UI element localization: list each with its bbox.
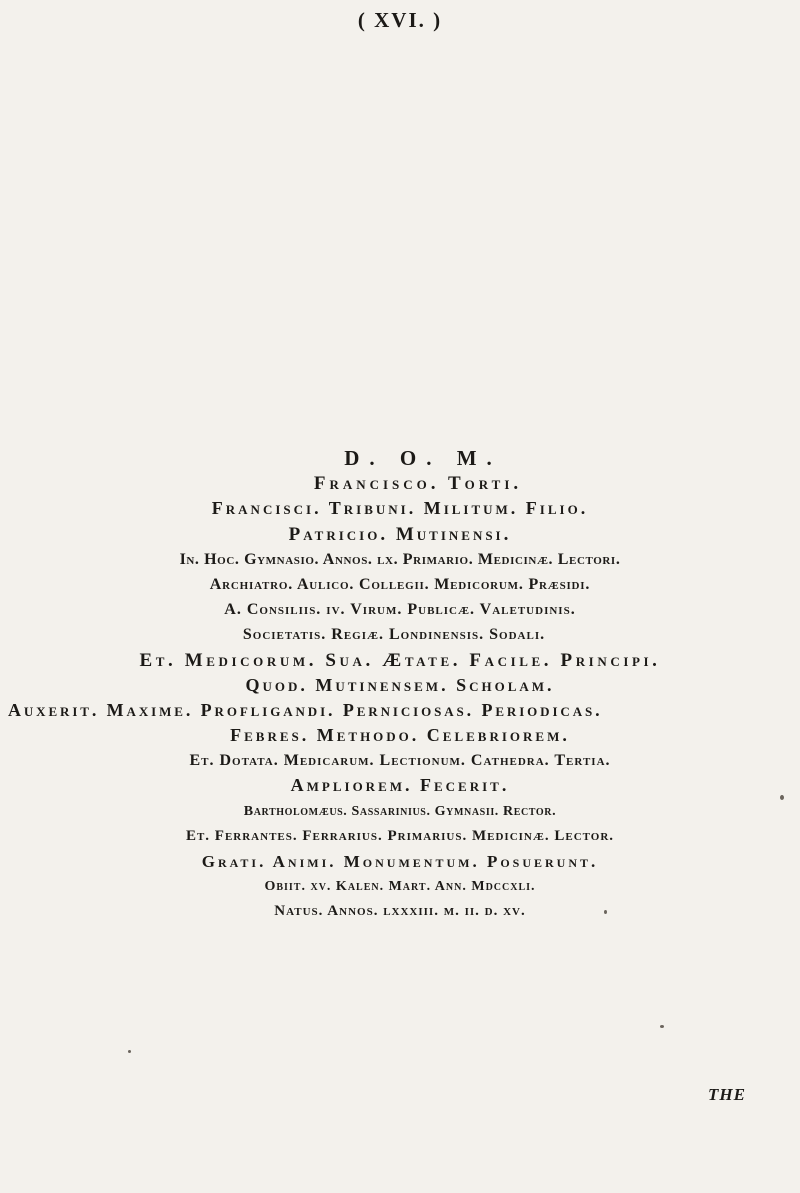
catchword: THE [708, 1085, 746, 1104]
inscription-line: D. O. M. [344, 446, 502, 470]
inscription-line: Patricio. Mutinensi. [288, 523, 512, 545]
inscription-line: Et. Ferrantes. Ferrarius. Primarius. Medicinæ. Lector. [185, 827, 615, 844]
inscription-line: Archiatro. Aulico. Collegii. Medicorum. Præsidi. [209, 575, 591, 593]
inscription-line: Quod. Mutinensem. Scholam. [245, 674, 555, 695]
paper-speck [780, 795, 784, 800]
inscription-line: Natus. Annos. lxxxiii. m. ii. d. xv. [274, 903, 526, 920]
memorial-inscription [0, 446, 800, 925]
inscription-line: Francisco. Torti. [313, 473, 523, 495]
inscription-line: Obiit. xv. Kalen. Mart. Ann. Mdccxli. [264, 879, 536, 895]
paper-speck [128, 1050, 131, 1053]
inscription-line: Ampliorem. Fecerit. [290, 775, 510, 796]
inscription-line: In. Hoc. Gymnasio. Annos. lx. Primario. Medicinæ. Lectori. [179, 550, 621, 568]
page-number: ( XVI. ) [357, 8, 443, 32]
inscription-line: Francisci. Tribuni. Militum. Filio. [211, 498, 589, 519]
inscription-line: Bartholomæus. Sassarinius. Gymnasii. Rector. [243, 803, 557, 819]
inscription-line: Societatis. Regiæ. Londinensis. Sodali. [242, 626, 546, 644]
inscription-line: Grati. Animi. Monumentum. Posuerunt. [201, 852, 599, 871]
paper-speck [660, 1025, 664, 1028]
inscription-line: Auxerit. Maxime. Profligandi. Perniciosas. Periodicas. [8, 699, 603, 720]
inscription-line: Et. Medicorum. Sua. Ætate. Facile. Principi. [139, 649, 661, 671]
paper-speck [604, 910, 607, 914]
inscription-line: Febres. Methodo. Celebriorem. [230, 725, 570, 746]
inscription-line: A. Consiliis. iv. Virum. Publicæ. Valetudinis. [224, 601, 576, 619]
inscription-line: Et. Dotata. Medicarum. Lectionum. Cathedra. Tertia. [189, 752, 611, 770]
